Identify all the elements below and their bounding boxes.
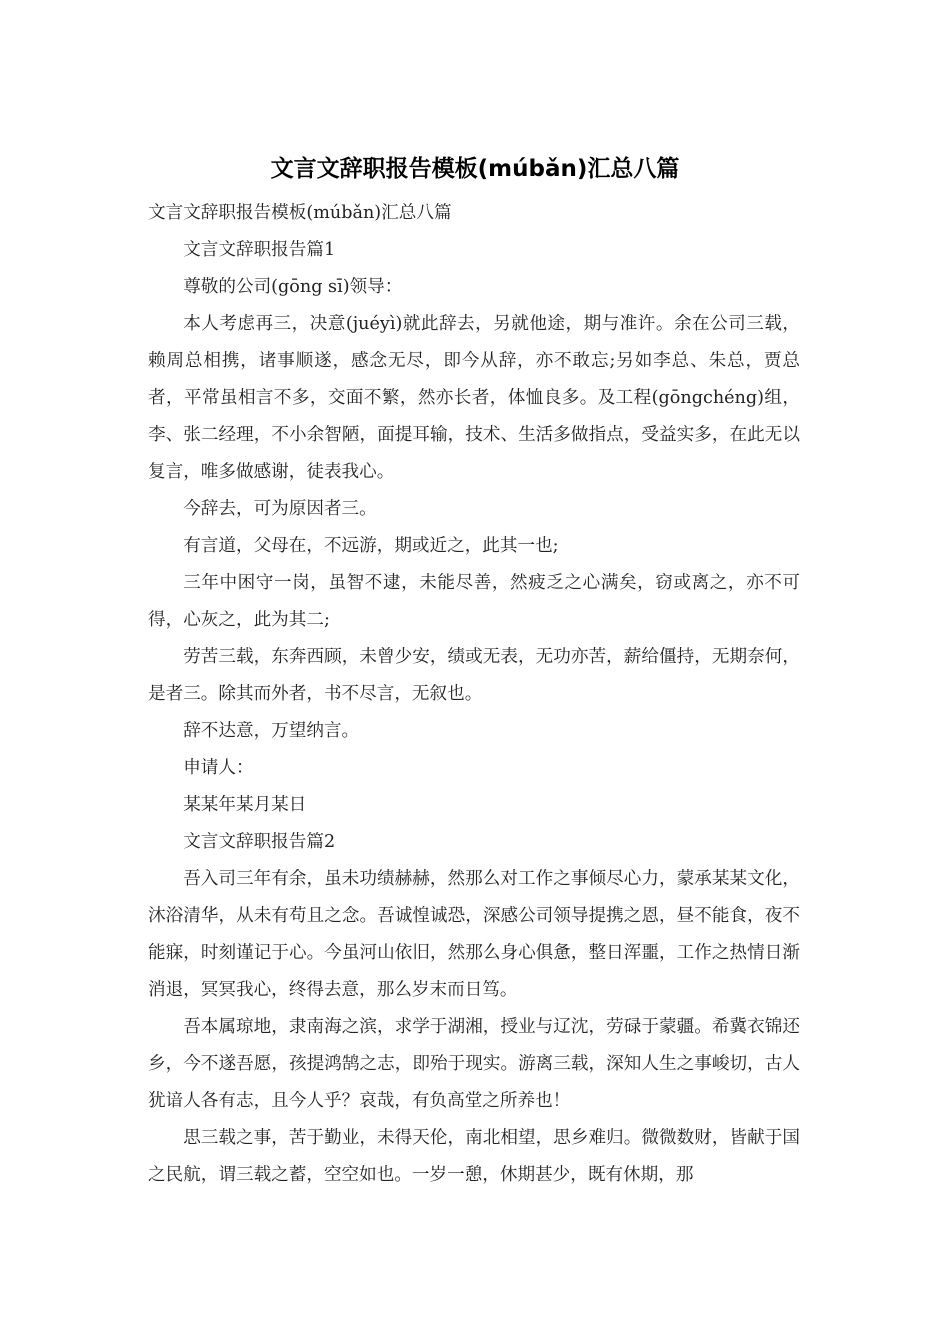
paragraph: 吾本属琼地，隶南海之滨，求学于湖湘，授业与辽沈，劳碌于蒙疆。希冀衣锦还乡，今不遂吾愿，孩提鸿鹄之志，即殆于现实。游离三载，深知人生之事峻切，古人犹谙人各有志，且今人乎？哀哉，有负高堂之所养也！	[148, 1017, 800, 1111]
document-title: 文言文辞职报告模板(múbǎn)汇总八篇	[270, 156, 680, 182]
paragraph: 吾入司三年有余，虽未功绩赫赫，然那么对工作之事倾尽心力，蒙承某某文化，沐浴清华，从未有苟且之念。吾诚惶诚恐，深感公司领导提携之恩，昼不能食，夜不能寐，时刻谨记于心。今虽河山依旧，然那么身心俱惫，整日浑噩，工作之热情日渐消退，冥冥我心，终得去意，那么岁末而日笃。	[148, 869, 800, 1000]
paragraph: 今辞去，可为原因者三。	[183, 499, 377, 519]
date-line: 某某年某月某日	[183, 795, 307, 815]
paragraph: 思三载之事，苦于勤业，未得天伦，南北相望，思乡难归。微微数财，皆献于国之民航，谓三载之蓄，空空如也。一岁一憩，休期甚少，既有休期，那	[148, 1128, 800, 1185]
document-body	[148, 195, 800, 1194]
applicant-label: 申请人：	[183, 758, 254, 778]
paragraph: 辞不达意，万望纳言。	[183, 721, 360, 741]
section-heading-1: 文言文辞职报告篇1	[183, 240, 336, 260]
section-heading-2: 文言文辞职报告篇2	[183, 832, 336, 852]
salutation: 尊敬的公司(gōng sī)领导：	[183, 277, 403, 297]
paragraph: 三年中困守一岗，虽智不逮，未能尽善，然疲乏之心满矣，窃或离之，亦不可得，心灰之，此为其二;	[148, 573, 800, 630]
subtitle-line: 文言文辞职报告模板(múbǎn)汇总八篇	[148, 203, 452, 223]
paragraph: 有言道，父母在，不远游，期或近之，此其一也;	[183, 536, 559, 556]
paragraph: 本人考虑再三，决意(juéyì)就此辞去，另就他途，期与准许。余在公司三载，赖周总相携，诸事顺遂，感念无尽，即今从辞，亦不敢忘;另如李总、朱总，贾总者，平常虽相言不多，交面不繁，然亦长者，体恤良多。及工程(gōngchéng)组，李、张二经理，不小余智陋，面提耳输，技术、生活多做指点，受益实多，在此无以复言，唯多做感谢，徒表我心。	[148, 314, 800, 482]
paragraph: 劳苦三载，东奔西顾，未曾少安，绩或无表，无功亦苦，薪给僵持，无期奈何，是者三。除其而外者，书不尽言，无叙也。	[148, 647, 800, 704]
